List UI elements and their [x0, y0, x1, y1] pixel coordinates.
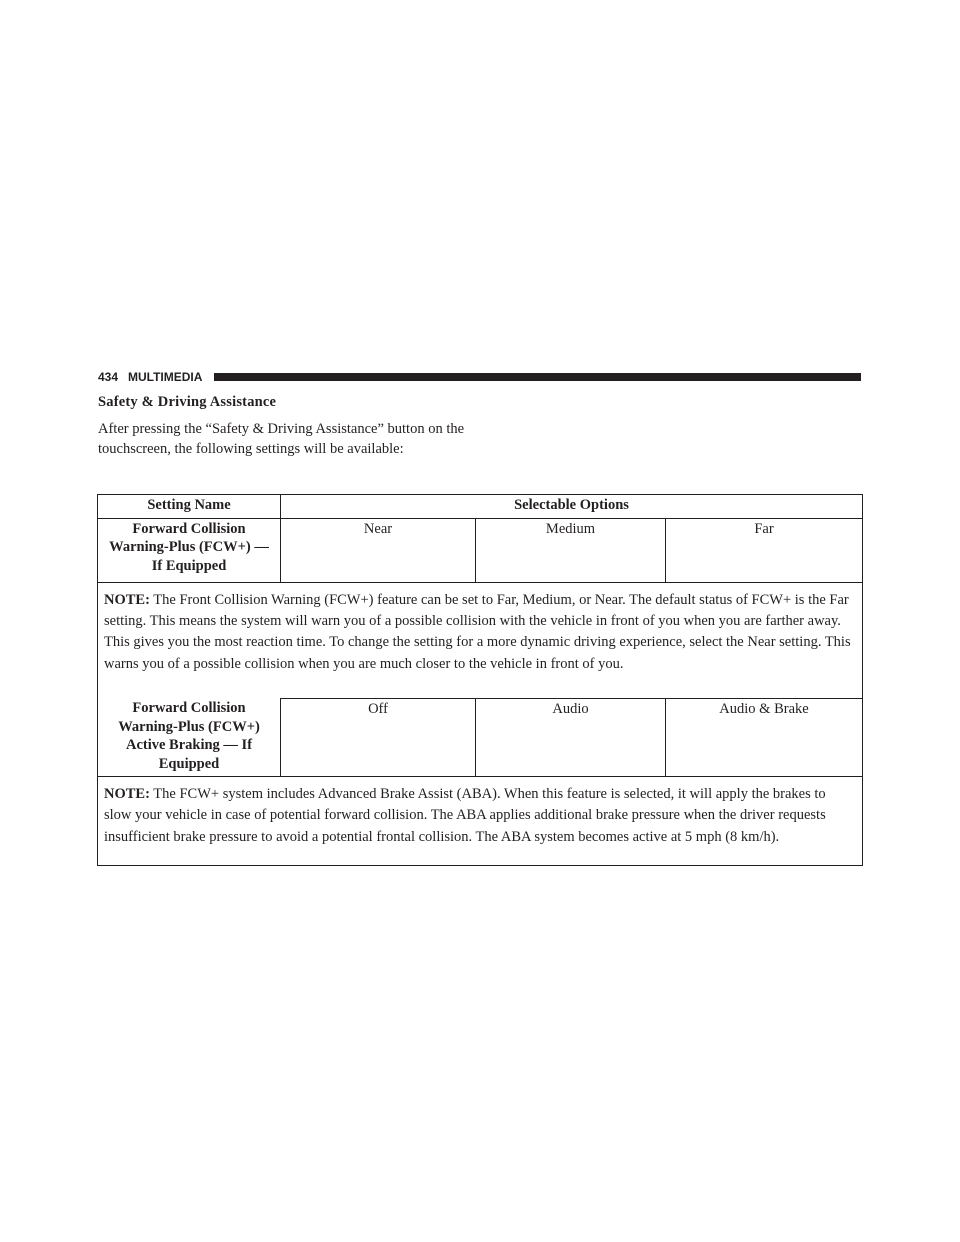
note-fcw — [98, 582, 863, 698]
section-title: MULTIMEDIA — [128, 370, 203, 384]
option-medium: Medium — [476, 518, 666, 582]
note-text: The Front Collision Warning (FCW+) feature can be set to Far, Medium, or Near. The default status of FCW+ is the Far setting. This means the system will warn you of a possible collision with the vehicle in front of you when you are farther away. This gives you the most reaction time. To change the setting for a more dynamic driving experience, select the Near setting. This warns you of a possible collision when you are much closer to the vehicle in front of you. — [104, 591, 851, 672]
header-setting-name: Setting Name — [98, 495, 281, 519]
option-audio: Audio — [476, 698, 666, 777]
note-label: NOTE: — [104, 591, 150, 608]
table-header-row — [98, 495, 863, 519]
page-number: 434 — [98, 370, 119, 384]
note-row — [98, 582, 863, 698]
header-selectable-options: Selectable Options — [281, 495, 863, 519]
table-row — [98, 698, 863, 777]
option-audio-brake: Audio & Brake — [666, 698, 863, 777]
header-rule — [214, 373, 861, 381]
option-off: Off — [281, 698, 476, 777]
intro-paragraph: After pressing the “Safety & Driving Assistance” button on the touchscreen, the following settings will be available: — [98, 421, 465, 458]
note-text: The FCW+ system includes Advanced Brake Assist (ABA). When this feature is selected, it will apply the brakes to slow your vehicle in case of potential forward collision. The ABA applies additional brake pressure when the driver requests insufficient brake pressure to avoid a potential frontal collision. The ABA system becomes active at 5 mph (8 km/h). — [104, 786, 826, 845]
setting-name-fcw: Forward Collision Warning-Plus (FCW+) — If Equipped — [98, 518, 281, 582]
page-header — [98, 369, 861, 385]
note-row — [98, 777, 863, 866]
option-far: Far — [666, 518, 863, 582]
note-label: NOTE: — [104, 786, 150, 802]
note-aba — [98, 777, 863, 866]
option-near: Near — [281, 518, 476, 582]
settings-table — [97, 494, 863, 866]
setting-name-fcw-active-braking: Forward Collision Warning-Plus (FCW+) Active Braking — If Equipped — [98, 698, 281, 777]
table-row — [98, 518, 863, 582]
section-heading: Safety & Driving Assistance — [98, 394, 277, 410]
